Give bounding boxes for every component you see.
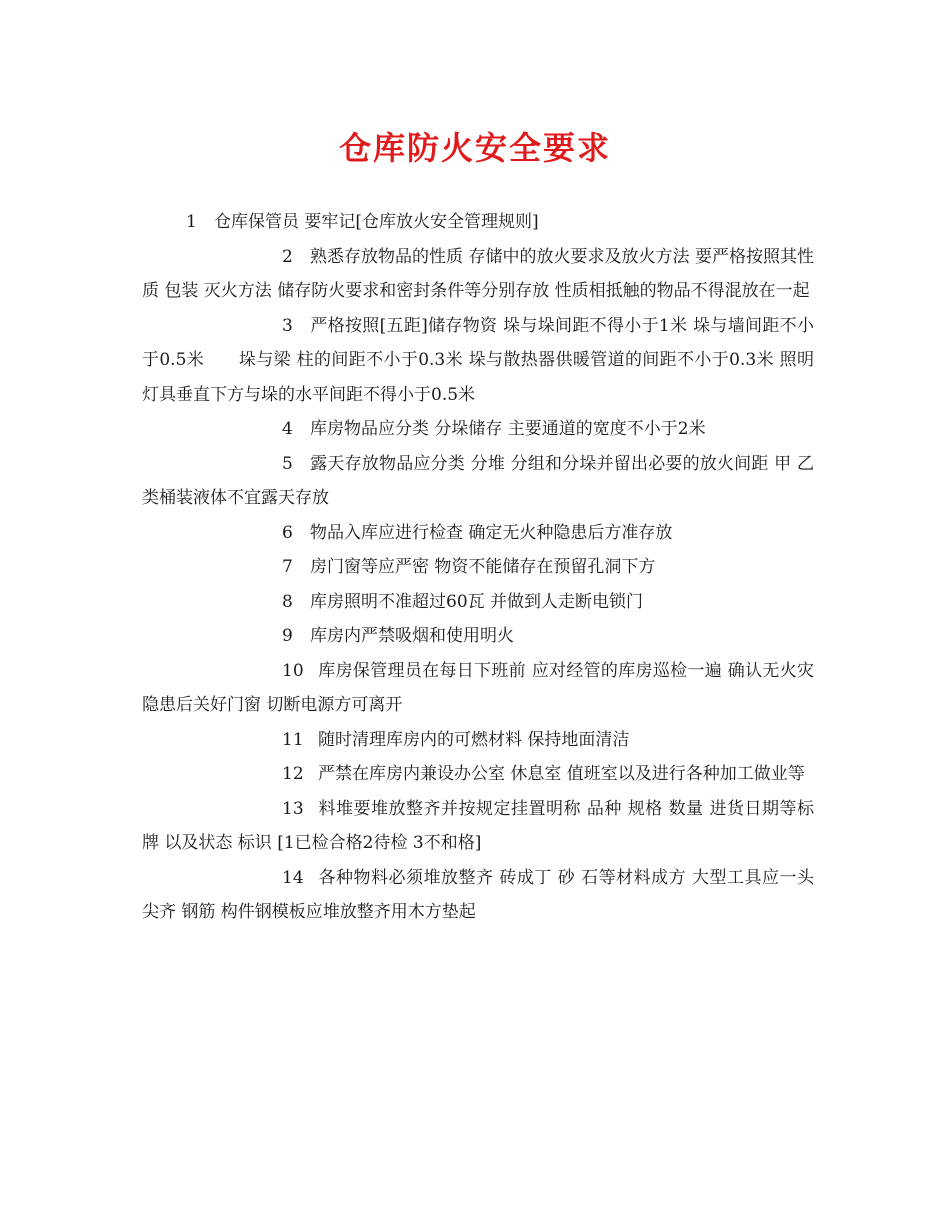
item-number: 6 <box>282 522 293 543</box>
item-text: 库房照明不准超过60瓦 并做到人走断电锁门 <box>310 591 644 612</box>
list-item <box>142 550 814 585</box>
item-number: 2 <box>282 246 293 267</box>
item-number: 3 <box>282 315 293 336</box>
list-item <box>142 723 814 758</box>
item-number: 7 <box>282 557 293 577</box>
list-item <box>142 447 814 516</box>
document-body <box>142 205 814 930</box>
list-item <box>142 585 814 620</box>
item-number: 1 <box>186 212 197 232</box>
list-item <box>142 240 814 309</box>
item-text: 仓库保管员 要牢记[仓库放火安全管理规则] <box>214 212 539 232</box>
item-number: 9 <box>282 626 293 646</box>
item-number: 12 <box>282 764 304 784</box>
list-item <box>142 205 814 240</box>
item-text: 露天存放物品应分类 分堆 分组和分垛并留出必要的放火间距 甲 乙类桶装液体不宜露天存放 <box>142 453 814 508</box>
list-item <box>142 309 814 413</box>
item-number: 13 <box>282 798 304 819</box>
list-item <box>142 757 814 792</box>
item-text: 严禁在库房内兼设办公室 休息室 值班室以及进行各种加工做业等 <box>318 764 805 784</box>
list-item <box>142 619 814 654</box>
item-number: 5 <box>282 453 293 474</box>
item-text: 各种物料必须堆放整齐 砖成丁 砂 石等材料成方 大型工具应一头尖齐 钢筋 构件钢模板应堆放整齐用木方垫起 <box>142 867 814 922</box>
item-number: 11 <box>282 729 304 750</box>
list-item <box>142 861 814 930</box>
item-text: 库房内严禁吸烟和使用明火 <box>310 626 514 646</box>
list-item <box>142 792 814 861</box>
item-text: 库房物品应分类 分垛储存 主要通道的宽度不小于2米 <box>310 419 706 439</box>
item-number: 4 <box>282 419 293 439</box>
document-title: 仓库防火安全要求 <box>338 129 611 167</box>
item-number: 8 <box>282 591 293 612</box>
item-text: 熟悉存放物品的性质 存储中的放火要求及放火方法 要严格按照其性质 包装 灭火方法 储存防火要求和密封条件等分别存放 性质相抵触的物品不得混放在一起 <box>142 246 814 301</box>
item-number: 14 <box>282 867 304 888</box>
list-item <box>142 412 814 447</box>
item-text: 料堆要堆放整齐并按规定挂置明称 品种 规格 数量 进货日期等标牌 以及状态 标识 [1已检合格2待检 3不和格] <box>142 798 814 853</box>
list-item <box>142 516 814 551</box>
item-text: 房门窗等应严密 物资不能储存在预留孔洞下方 <box>310 557 656 577</box>
item-text: 物品入库应进行检查 确定无火种隐患后方准存放 <box>310 522 673 543</box>
item-number: 10 <box>282 660 304 681</box>
item-text: 库房保管理员在每日下班前 应对经管的库房巡检一遍 确认无火灾隐患后关好门窗 切断电源方可离开 <box>142 660 814 715</box>
item-text: 随时清理库房内的可燃材料 保持地面清洁 <box>318 729 630 750</box>
item-text: 严格按照[五距]储存物资 垛与垛间距不得小于1米 垛与墙间距不小于0.5米 垛与梁 柱的间距不小于0.3米 垛与散热器供暖管道的间距不小于0.3米 照明灯具垂直下方与垛的水平间距不得小于0.5米 <box>142 315 814 405</box>
list-item <box>142 654 814 723</box>
